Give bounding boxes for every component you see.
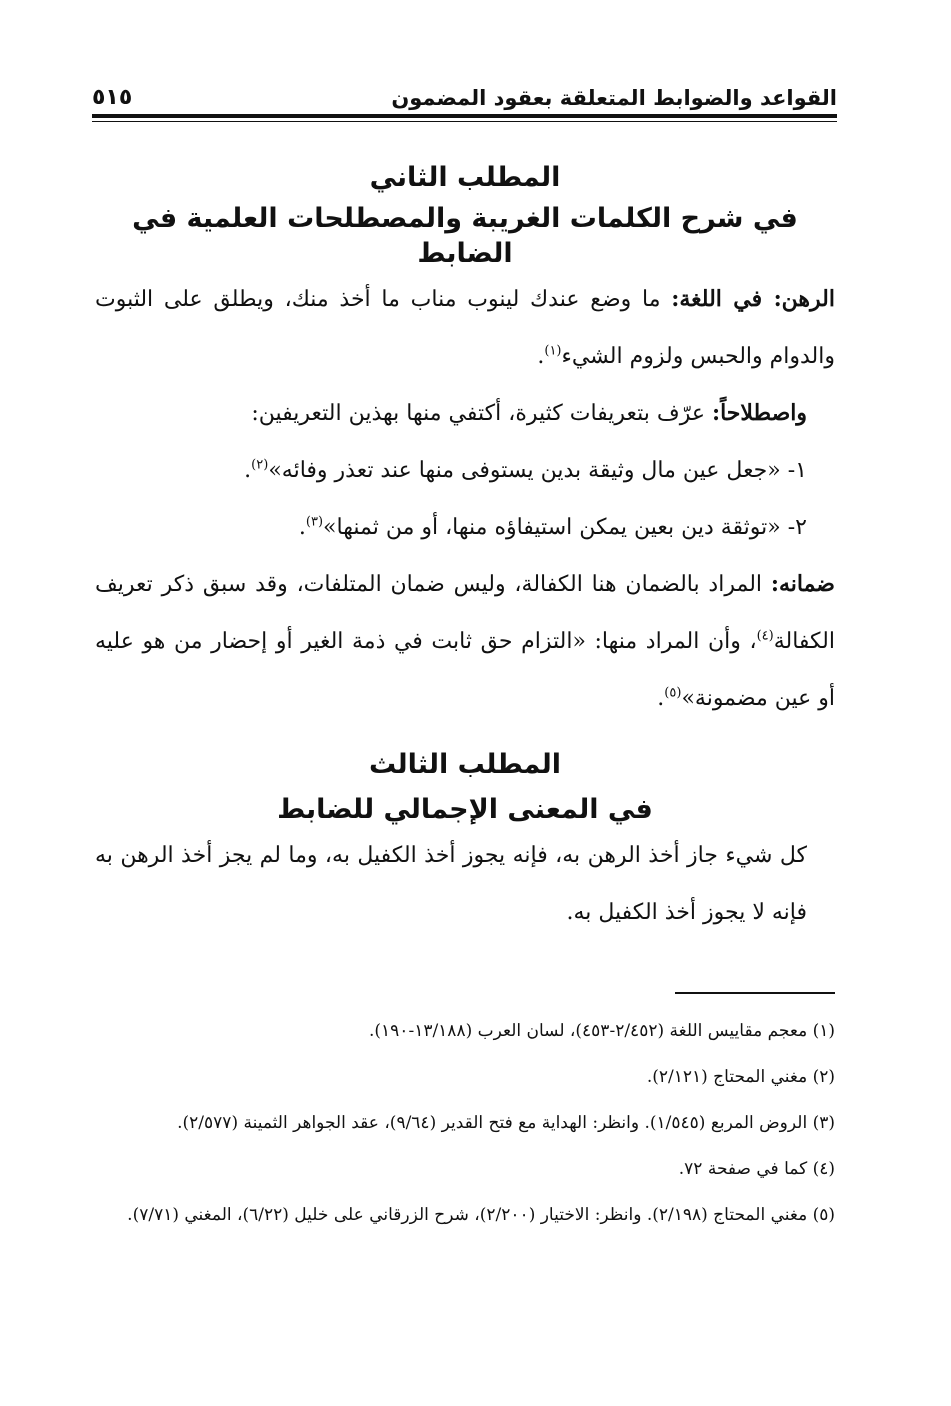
period: .: [244, 458, 252, 484]
paragraph-daman: [95, 556, 835, 727]
text-daman-a: المراد بالضمان هنا الكفالة، وليس ضمان المتلفات، وقد سبق ذكر تعريف الكفالة: [95, 572, 835, 655]
footnote-separator: [675, 992, 835, 994]
term-rahn-language: الرهن: في اللغة:: [671, 286, 835, 313]
definition-1-text: ١- «جعل عين مال وثيقة بدين يستوفى منها عند تعذر وفائه»: [268, 458, 807, 484]
footnotes: [95, 1012, 835, 1242]
paragraph-general-meaning: كل شيء جاز أخذ الرهن به، فإنه يجوز أخذ الكفيل به، وما لم يجز أخذ الرهن به فإنه لا يجوز أخذ الكفيل به.: [95, 843, 807, 926]
section-subtitle: في شرح الكلمات الغريبة والمصطلحات العلمية في الضابط: [132, 203, 798, 270]
paragraph-rahn-technical: [95, 385, 835, 442]
footnote-5: (٥) مغني المحتاج (٢/١٩٨). وانظر: الاختيار (٢/٢٠٠)، شرح الزرقاني على خليل (٦/٢٢)، المغني (٧/٧١).: [127, 1205, 835, 1225]
paragraph-rahn-language: [95, 271, 835, 385]
running-title: القواعد والضوابط المتعلقة بعقود المضمون: [391, 86, 837, 110]
definition-2-text: ٢- «توثقة دين بعين يمكن استيفاؤه منها، أو من ثمنها»: [323, 515, 807, 541]
footnote-ref-5[interactable]: (٥): [664, 685, 682, 701]
header-rule-thick: [92, 114, 837, 118]
definition-2: [95, 499, 835, 556]
main-text: [95, 160, 835, 941]
section-title: المطلب الثاني: [369, 162, 561, 193]
term-technical: واصطلاحاً:: [711, 400, 807, 427]
footnote-ref-4[interactable]: (٤): [756, 628, 774, 644]
period: .: [537, 344, 545, 370]
footnote-3: (٣) الروض المربع (١/٥٤٥). وانظر: الهداية مع فتح القدير (٩/٦٤)، عقد الجواهر الثمينة (٢/٥٧٧).: [177, 1113, 835, 1133]
footnote-2: (٢) مغني المحتاج (٢/١٢١).: [646, 1067, 835, 1087]
footnote-ref-1[interactable]: (١): [544, 343, 562, 359]
footnote-ref-3[interactable]: (٣): [305, 514, 324, 530]
footnote-ref-2[interactable]: (٢): [251, 457, 269, 473]
footnote-4: (٤) كما في صفحة ٧٢.: [678, 1159, 835, 1179]
period: .: [298, 515, 306, 541]
header-rule-thin: [92, 121, 837, 122]
footnote-1: (١) معجم مقاييس اللغة (٢/٤٥٢-٤٥٣)، لسان العرب (١٣/١٨٨-١٩٠).: [368, 1021, 835, 1041]
text-technical: عرّف بتعريفات كثيرة، أكتفي منها بهذين التعريفين:: [251, 401, 712, 427]
section-title-3: المطلب الثالث: [368, 749, 562, 781]
text-rahn-language: ما وضع عندك لينوب مناب ما أخذ منك، ويطلق على الثبوت والدوام والحبس ولزوم الشيء: [95, 287, 835, 370]
page-header: [92, 70, 837, 110]
term-daman: ضمانه:: [770, 571, 835, 598]
definition-1: [95, 442, 835, 499]
section-subtitle-3: في المعنى الإجمالي للضابط: [277, 794, 653, 826]
period: .: [657, 686, 665, 712]
text-daman-b: ، وأن المراد منها: «التزام حق ثابت في ذمة الغير أو إحضار من هو عليه أو عين مضمونة»: [95, 629, 835, 712]
page-number: ٥١٥: [92, 85, 133, 110]
